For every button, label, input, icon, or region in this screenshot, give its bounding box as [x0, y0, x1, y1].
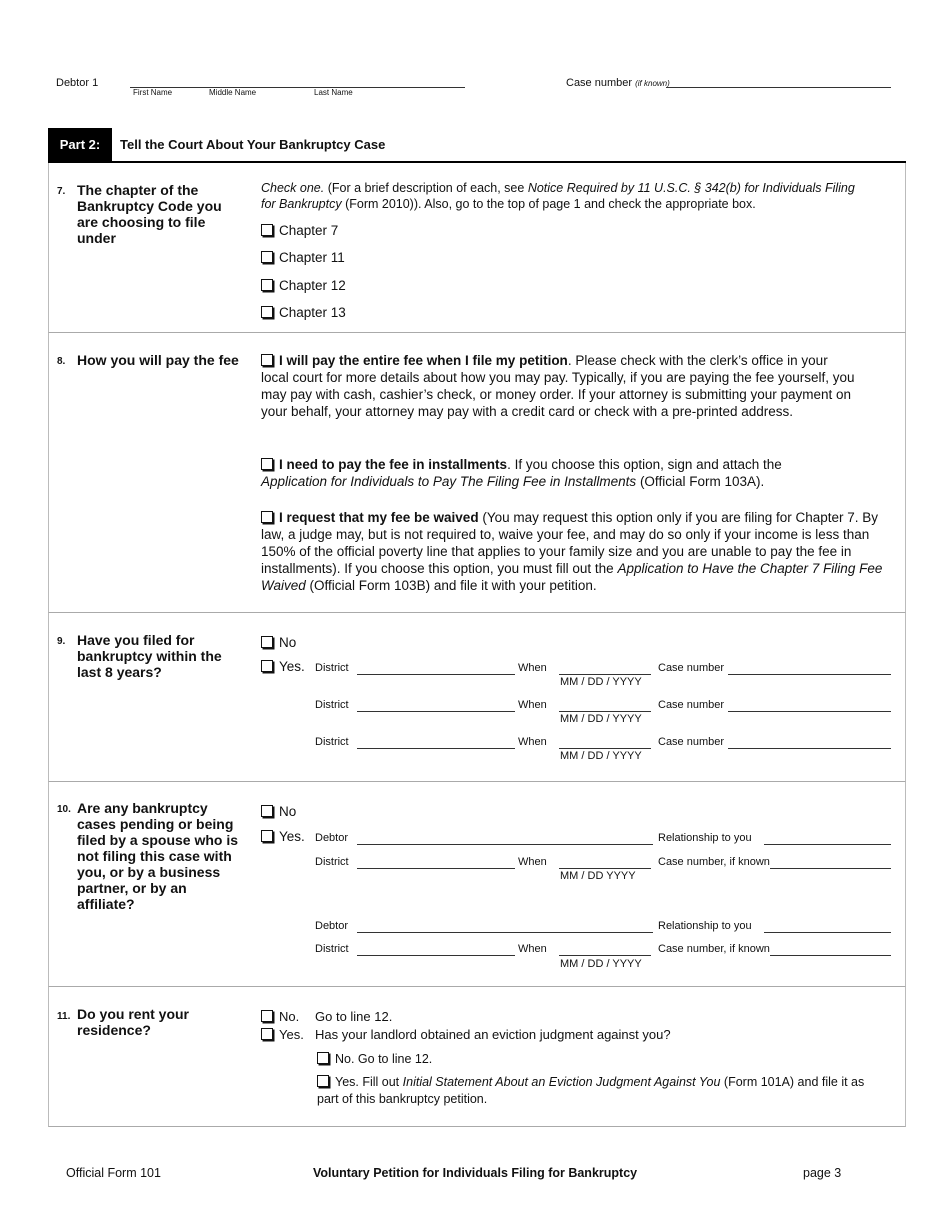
district-field[interactable]: [357, 955, 515, 956]
checkbox-icon[interactable]: [261, 805, 273, 817]
q11-yes-option[interactable]: Yes.: [261, 1027, 304, 1042]
relationship-label: Relationship to you: [658, 832, 752, 844]
q9-number: 9.: [57, 636, 66, 647]
checkbox-icon[interactable]: [261, 251, 273, 263]
part-2-header: [48, 128, 906, 162]
date-format-hint: MM / DD YYYY: [560, 870, 636, 882]
debtor-label: Debtor: [315, 832, 349, 844]
case-number-if-known-label: Case number, if known: [658, 943, 770, 955]
chapter-13-option[interactable]: Chapter 13: [261, 305, 346, 320]
checkbox-icon[interactable]: [261, 660, 273, 672]
q8-question: How you will pay the fee: [77, 352, 239, 368]
q8-number: 8.: [57, 356, 66, 367]
middle-name-label: Middle Name: [209, 88, 257, 97]
case-number-label: Case number: [658, 662, 725, 674]
case-number-label: Case number (if known): [566, 77, 670, 89]
checkbox-icon[interactable]: [261, 354, 273, 366]
last-name-label: Last Name: [314, 88, 353, 97]
pay-full-fee-option[interactable]: I will pay the entire fee when I file my petition. Please check with the clerk’s office in your local court for more details about how you may pay. Typically, if you are paying the fee yourself, you may pay with cash, cashier’s check, or money order. If your attorney is submitting your payment on your behalf, your attorney may pay with a credit card or check with a pre-printed address.: [261, 353, 855, 419]
date-format-hint: MM / DD / YYYY: [560, 713, 642, 725]
checkbox-icon[interactable]: [317, 1052, 329, 1064]
checkbox-icon[interactable]: [261, 224, 273, 236]
case-number-field[interactable]: [770, 955, 891, 956]
pay-installments-option[interactable]: I need to pay the fee in installments. If you choose this option, sign and attach the Application for Individuals to Pay The Filing Fee in Installments (Official Form 103A).: [261, 457, 782, 489]
case-number-line[interactable]: [666, 87, 891, 88]
footer-page-number: page 3: [803, 1166, 842, 1180]
date-field[interactable]: [559, 748, 651, 749]
chapter-7-option[interactable]: Chapter 7: [261, 223, 338, 238]
debtor-label: Debtor: [315, 920, 349, 932]
date-format-hint: MM / DD / YYYY: [560, 750, 642, 762]
question-10-section: [48, 782, 906, 987]
when-label: When: [518, 662, 547, 674]
q7-instructions: Check one. (For a brief description of each, see Notice Required by 11 U.S.C. § 342(b) for Individuals Filing for Bankruptcy (Form 2010)). Also, go to the top of page 1 and check the appropriate box.: [261, 181, 855, 211]
date-field[interactable]: [559, 674, 651, 675]
part-label: Part 2:: [48, 128, 112, 162]
eviction-no-option[interactable]: No. Go to line 12.: [317, 1052, 432, 1066]
checkbox-icon[interactable]: [261, 1010, 273, 1022]
q11-no-text: Go to line 12.: [315, 1009, 393, 1024]
district-label: District: [315, 736, 349, 748]
district-label: District: [315, 943, 349, 955]
checkbox-icon[interactable]: [261, 830, 273, 842]
date-field[interactable]: [559, 955, 651, 956]
case-number-if-known-label: Case number, if known: [658, 856, 770, 868]
date-format-hint: MM / DD / YYYY: [560, 676, 642, 688]
checkbox-icon[interactable]: [261, 458, 273, 470]
district-field[interactable]: [357, 868, 515, 869]
q7-number: 7.: [57, 186, 66, 197]
date-field[interactable]: [559, 711, 651, 712]
question-9-section: [48, 613, 906, 782]
case-number-field[interactable]: [728, 711, 891, 712]
q10-yes-option[interactable]: Yes.: [261, 829, 305, 844]
debtor-label: Debtor 1: [56, 77, 99, 89]
debtor-field[interactable]: [357, 932, 653, 933]
relationship-label: Relationship to you: [658, 920, 752, 932]
eviction-yes-option[interactable]: Yes. Fill out Initial Statement About an Eviction Judgment Against You (Form 101A) and file it as part of this bankruptcy petition.: [317, 1075, 865, 1106]
debtor-field[interactable]: [357, 844, 653, 845]
case-number-field[interactable]: [728, 674, 891, 675]
district-label: District: [315, 856, 349, 868]
checkbox-icon[interactable]: [261, 306, 273, 318]
district-label: District: [315, 662, 349, 674]
q9-question: Have you filed for bankruptcy within the last 8 years?: [77, 632, 222, 680]
date-field[interactable]: [559, 868, 651, 869]
case-number-field[interactable]: [770, 868, 891, 869]
footer-title: Voluntary Petition for Individuals Filing for Bankruptcy: [313, 1166, 638, 1180]
when-label: When: [518, 736, 547, 748]
case-number-label: Case number: [658, 699, 725, 711]
fee-waived-option[interactable]: I request that my fee be waived (You may request this option only if you are filing for Chapter 7. By law, a judge may, but is not required to, waive your fee, and may do so only if your income is less than 150% of the official poverty line that applies to your family size and you are unable to pay the fee in installments). If you choose this option, you must fill out the Application to Have the Chapter 7 Filing Fee Waived (Official Form 103B) and file it with your petition.: [261, 510, 883, 593]
checkbox-icon[interactable]: [261, 636, 273, 648]
q10-number: 10.: [57, 804, 71, 815]
chapter-11-option[interactable]: Chapter 11: [261, 250, 345, 265]
question-7-section: [48, 163, 906, 333]
question-8-section: [48, 333, 906, 613]
debtor-name-line[interactable]: [130, 87, 465, 88]
part-title: Tell the Court About Your Bankruptcy Case: [120, 137, 386, 152]
footer-form-name: Official Form 101: [66, 1166, 161, 1180]
q11-no-option[interactable]: No.: [261, 1009, 299, 1024]
relationship-field[interactable]: [764, 844, 891, 845]
q7-question: The chapter of the Bankruptcy Code you are choosing to file under: [77, 182, 222, 246]
q9-no-option[interactable]: No: [261, 635, 296, 650]
relationship-field[interactable]: [764, 932, 891, 933]
when-label: When: [518, 943, 547, 955]
checkbox-icon[interactable]: [317, 1075, 329, 1087]
first-name-label: First Name: [133, 88, 173, 97]
chapter-12-option[interactable]: Chapter 12: [261, 278, 346, 293]
district-field[interactable]: [357, 711, 515, 712]
q11-question: Do you rent your residence?: [77, 1006, 190, 1038]
district-label: District: [315, 699, 349, 711]
when-label: When: [518, 856, 547, 868]
q11-yes-text: Has your landlord obtained an eviction judgment against you?: [315, 1027, 671, 1042]
checkbox-icon[interactable]: [261, 511, 273, 523]
case-number-label: Case number: [658, 736, 725, 748]
district-field[interactable]: [357, 674, 515, 675]
q9-yes-option[interactable]: Yes.: [261, 659, 305, 674]
case-number-field[interactable]: [728, 748, 891, 749]
when-label: When: [518, 699, 547, 711]
checkbox-icon[interactable]: [261, 279, 273, 291]
checkbox-icon[interactable]: [261, 1028, 273, 1040]
q10-question: Are any bankruptcy cases pending or being filed by a spouse who is not filing this case with you, or by a business partner, or by an affiliate?: [77, 800, 239, 912]
q11-number: 11.: [57, 1011, 71, 1022]
question-11-section: [48, 987, 906, 1127]
district-field[interactable]: [357, 748, 515, 749]
date-format-hint: MM / DD / YYYY: [560, 958, 642, 970]
q10-no-option[interactable]: No: [261, 804, 296, 819]
